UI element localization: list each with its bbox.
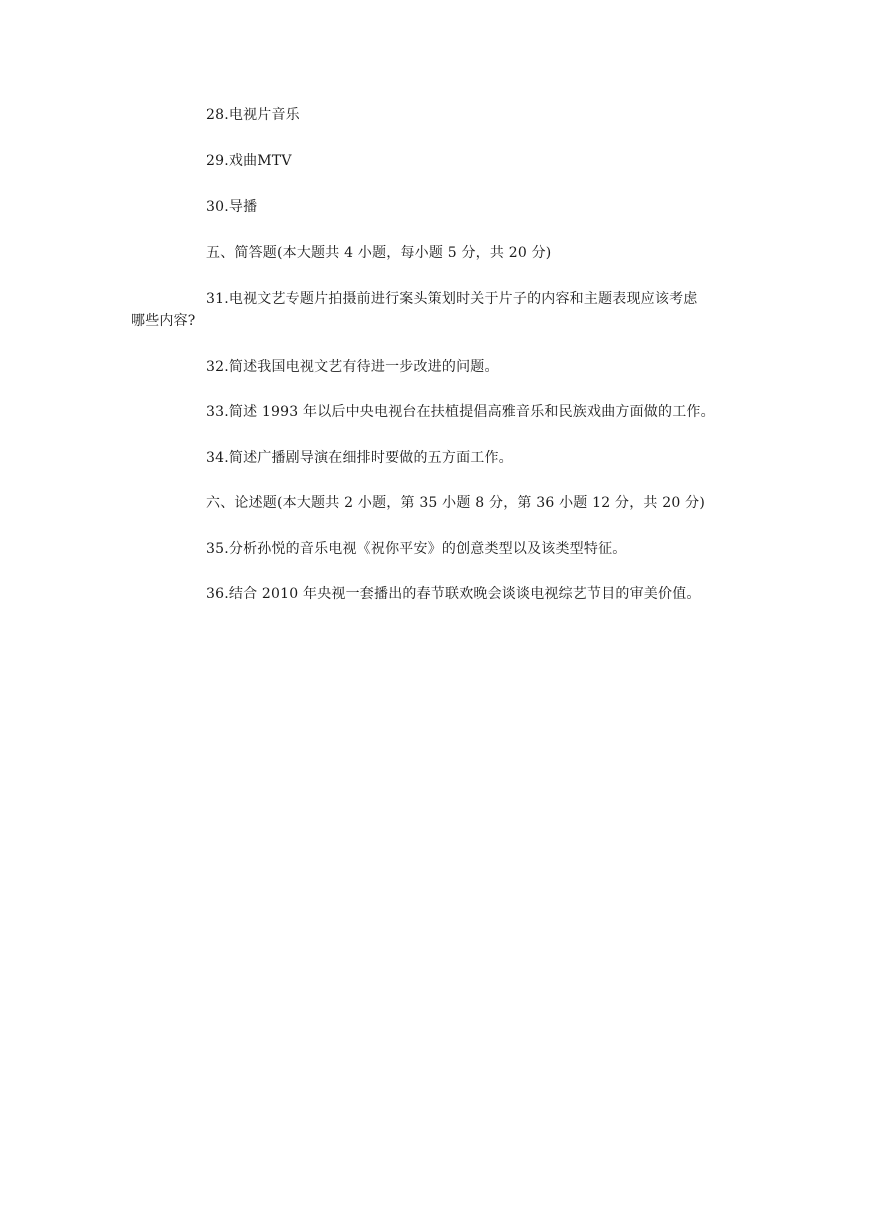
section-heading-essay: 六、论述题(本大题共 2 小题，第 35 小题 8 分，第 36 小题 12 分，共 20 分) xyxy=(206,495,705,511)
term-item-29: 29.戏曲MTV xyxy=(206,153,292,169)
term-item-28: 28.电视片音乐 xyxy=(206,107,300,123)
question-34: 34.简述广播剧导演在细排时要做的五方面工作。 xyxy=(206,450,513,466)
question-32: 32.简述我国电视文艺有待进一步改进的问题。 xyxy=(206,359,499,375)
section-heading-short-answer: 五、简答题(本大题共 4 小题，每小题 5 分，共 20 分) xyxy=(206,245,552,261)
question-35: 35.分析孙悦的音乐电视《祝你平安》的创意类型以及该类型特征。 xyxy=(206,541,627,557)
question-33: 33.简述 1993 年以后中央电视台在扶植提倡高雅音乐和民族戏曲方面做的工作。 xyxy=(206,404,715,420)
question-36: 36.结合 2010 年央视一套播出的春节联欢晚会谈谈电视综艺节目的审美价值。 xyxy=(206,586,701,602)
question-31-line1: 31.电视文艺专题片拍摄前进行案头策划时关于片子的内容和主题表现应该考虑 xyxy=(206,291,698,307)
term-item-30: 30.导播 xyxy=(206,199,258,215)
question-31-line2: 哪些内容? xyxy=(131,313,196,329)
